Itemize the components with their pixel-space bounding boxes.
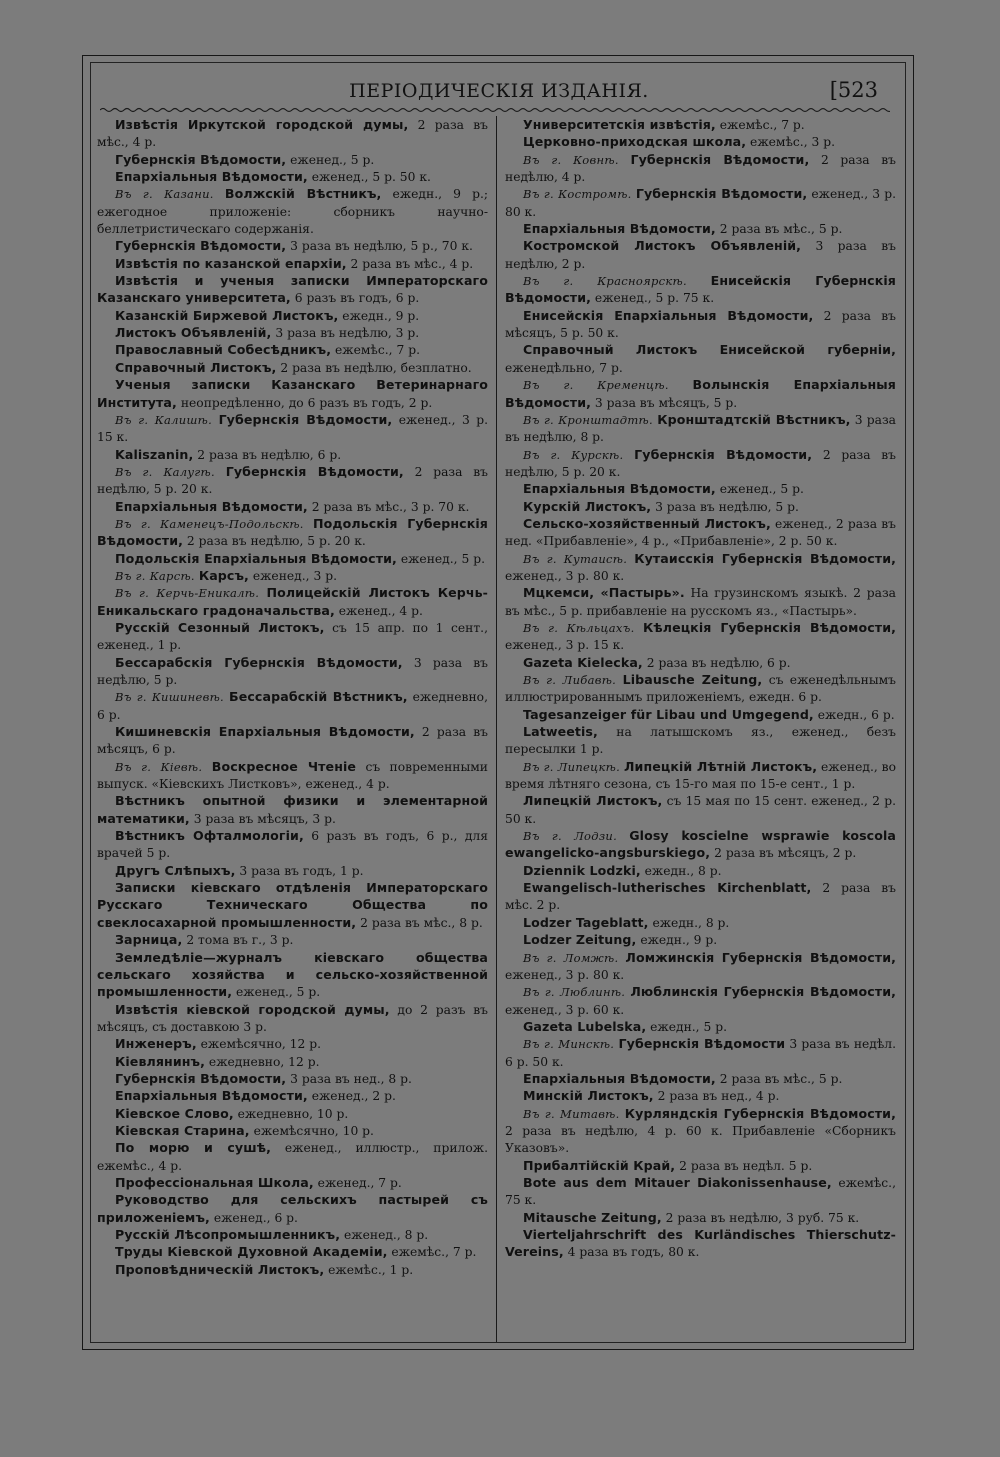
publication-details: 2 раза въ мѣс. 2 р. [505,881,896,913]
publication-title: Кѣлецкія Губернскія Вѣдомости, [643,619,896,635]
publication-details: 2 раза въ мѣсяцъ, 6 р. [97,725,488,757]
publication-title: Минскій Листокъ, [523,1088,654,1104]
publication-title: Gazeta Kielecka, [523,654,643,670]
publication-details: 2 раза въ недѣлю, 5 р. 20 к. [97,464,488,497]
publication-details: еженед., 8 р. [340,1228,429,1242]
publication-details: еженед., 2 р. [307,1089,396,1104]
periodical-entry [505,551,896,586]
periodical-entry [97,1123,488,1140]
periodical-entry [505,447,896,482]
publication-title: Вѣстникъ Офталмологіи, [115,828,304,844]
periodical-entry [97,880,488,932]
publication-details: 2 раза въ недѣлю, 3 руб. 75 к. [661,1210,860,1225]
periodical-entry [505,863,896,880]
publication-details: еженед., 7 р. [313,1175,402,1190]
periodical-entry [97,186,488,238]
city-label: Въ г. Казани. [115,187,225,202]
periodical-entry [505,152,896,187]
city-label: Въ г. Кременцѣ. [523,378,693,393]
periodical-entry [97,932,488,949]
publication-details: еженед., 3 р. [248,568,337,583]
publication-title: Кіевское Слово, [115,1105,234,1121]
publication-details: еженед., 3 р. 80 к. [505,967,625,982]
periodical-entry [505,620,896,655]
publication-details: ежедн., 8 р. [648,915,730,930]
periodical-entry [97,1036,488,1053]
publication-title: Libausche Zeitung, [622,672,763,687]
publication-title: Земледѣліе—журналъ кіевскаго общества сельскаго хозяйства и сельско-хозяйственной промышленности, [97,949,488,1000]
publication-title: Енисейскія Епархіальныя Вѣдомости, [523,307,814,323]
publication-details: 3 раза въ недѣлю, 8 р. [505,412,896,445]
periodical-entry [97,499,488,516]
periodical-entry [97,568,488,585]
publication-title: Курскій Листокъ, [523,498,652,514]
publication-details: 2 раза въ недѣлю, 5 р. 20 к. [183,534,366,549]
periodical-entry [97,620,488,655]
periodical-entry [505,516,896,551]
publication-details: еженед., 5 р. [396,551,485,566]
periodical-entry [505,221,896,238]
publication-details: до 2 разъ въ мѣсяцъ, съ доставкою 3 р. [97,1002,488,1034]
publication-details: 2 раза въ мѣс., 5 р. [715,1071,843,1086]
city-label: Въ г. Митавѣ. [523,1106,625,1121]
publication-details: 3 раза въ мѣсяцъ, 5 р. [591,395,738,410]
publication-details: 3 раза въ недѣлю, 5 р. [97,655,488,687]
publication-details: ежедн., 9 р.; ежегодное приложеніе: сборникъ научно-беллетристическаго содержанія. [97,187,488,237]
publication-details: еженед., 4 р. [334,603,423,618]
publication-details: ежедн., 9 р. [338,308,420,323]
periodical-entry [505,117,896,134]
publication-details: еженед., во время лѣтняго сезона, съ 15-го мая по 15-е сент., 1 р. [505,759,896,792]
publication-title: Зарница, [115,932,183,948]
periodical-entry [505,481,896,498]
publication-title: Tagesanzeiger für Libau und Umgegend, [523,706,814,722]
periodical-entry [97,152,488,169]
publication-details: съ повременными выпуск. «Кіевскихъ Листковъ», еженед., 4 р. [97,759,488,792]
periodical-entry [505,655,896,672]
publication-details: 3 раза въ недѣлю, 3 р. [271,326,420,341]
publication-title: Бессарабскія Губернскія Вѣдомости, [115,654,403,670]
publication-title: Подольскія Епархіальныя Вѣдомости, [115,550,397,566]
publication-details: ежемѣс., 7 р. [715,118,805,132]
publication-title: Dziennik Lodzki, [523,862,641,878]
city-label: Въ г. Калишѣ. [115,412,219,427]
publication-details: 2 раза въ нед., 4 р. [653,1089,780,1104]
publication-title: Люблинскія Губернскія Вѣдомости, [630,984,896,1000]
publication-details: еженед., 6 р. [209,1210,298,1225]
periodical-entry [97,759,488,794]
page-title: ПЕРІОДИЧЕСКІЯ ИЗДАНІЯ. [349,80,649,102]
publication-title: Губернскія Вѣдомости, [635,186,808,202]
city-label: Въ г. Лодзи. [523,829,630,844]
publication-details: еженед., 3 р. 15 к. [505,638,625,653]
publication-title: Кишиневскія Епархіальныя Вѣдомости, [115,724,415,740]
publication-title: Подольскія Губернскія Вѣдомости, [97,515,488,549]
publication-title: Lodzer Tageblatt, [523,914,649,930]
publication-title: Кутаисскія Губернскія Вѣдомости, [634,550,896,566]
periodical-entry [97,585,488,620]
publication-title: Другъ Слѣпыхъ, [115,862,236,878]
page-header [120,78,878,108]
publication-details: съ 15 апр. по 1 сент., еженед., 1 р. [97,620,488,653]
periodical-entry [505,759,896,794]
publication-details: 3 раза въ мѣсяцъ, 3 р. [189,811,336,826]
periodical-entry [97,412,488,447]
publication-title: Липецкій Лѣтній Листокъ, [624,758,818,774]
periodical-entry [97,1244,488,1261]
periodical-entry [97,1192,488,1227]
publication-details: еженед., 5 р. 50 к. [307,170,431,185]
periodical-entry [97,308,488,325]
publication-title: Епархіальныя Вѣдомости, [115,1088,308,1104]
city-label: Въ г. Каменецъ-Подольскѣ. [115,516,313,531]
periodical-entry [97,655,488,690]
publication-title: Губернскія Вѣдомости, [115,238,287,254]
city-label: Въ г. Кронштадтѣ. [523,412,658,427]
periodical-entry [505,793,896,828]
publication-details: еженед., иллюстр., прилож. ежемѣс., 4 р. [97,1141,488,1173]
periodical-entry [97,1175,488,1192]
publication-details: съ 15 мая по 15 сент. еженед., 2 р. 50 к. [505,794,896,826]
publication-title: Проповѣдническій Листокъ, [115,1261,325,1277]
publication-title: Губернскія Вѣдомости, [634,446,813,462]
publication-title: Bote aus dem Mitauer Diakonissenhause, [523,1174,832,1190]
periodical-entry [505,1210,896,1227]
publication-details: 2 раза въ мѣс., 8 р. [356,915,483,930]
periodical-entry [97,117,488,152]
publication-title: Костромской Листокъ Объявленій, [523,238,802,254]
publication-details: на латышскомъ яз., еженед., безъ пересылки 1 р. [505,725,896,757]
periodical-entry [97,1262,488,1279]
publication-details: 2 раза въ мѣс., 4 р. [346,256,474,271]
periodical-entry [97,256,488,273]
publication-title: Казанскій Биржевой Листокъ, [115,307,339,323]
publication-title: Мцкемси, «Пастырь». [523,585,685,601]
periodical-entry [505,1227,896,1262]
periodical-entry [97,1106,488,1123]
publication-title: Gazeta Lubelska, [523,1018,647,1034]
publication-title: Кіевская Старина, [115,1122,250,1138]
periodical-entry [505,707,896,724]
publication-title: Губернскія Вѣдомости, [218,411,393,427]
publication-title: Извѣстія кіевской городской думы, [115,1001,390,1017]
publication-title: Курляндскія Губернскія Вѣдомости, [624,1105,896,1121]
periodical-entry [97,724,488,759]
city-label: Въ г. Липецкѣ. [523,759,624,774]
publication-details: ежемѣс., 3 р. [746,135,836,150]
publication-details: ежемѣс., 75 к. [505,1175,896,1208]
periodical-entry [97,689,488,724]
publication-details: 3 раза въ годъ, 1 р. [235,863,364,878]
publication-title: Lodzer Zeitung, [523,932,637,948]
publication-title: Ученыя записки Казанскаго Ветеринарнаго Института, [97,377,488,410]
left-column [97,117,488,1337]
publication-details: ежедн., 9 р. [636,933,718,948]
publication-title: Бессарабскій Вѣстникъ, [229,689,408,705]
publication-title: Извѣстія по казанской епархіи, [115,255,347,271]
periodical-entry [97,551,488,568]
publication-details: еженед., 5 р. [232,985,321,1000]
city-label: Въ г. Ломжѣ. [523,950,626,965]
periodical-entry [505,672,896,707]
publication-title: Кронштадтскій Вѣстникъ, [657,411,851,427]
periodical-entry [97,447,488,464]
publication-title: Профессіональная Школа, [115,1174,314,1190]
publication-title: По морю и сушѣ, [115,1140,271,1156]
publication-title: Епархіальныя Вѣдомости, [115,169,308,185]
publication-details: еженед., 5 р. 75 к. [591,291,715,306]
city-label: Въ г. Курскѣ. [523,447,635,462]
periodical-entry [97,238,488,255]
city-label: Въ г. Кутаисѣ. [523,551,635,566]
publication-details: ежемѣс., 7 р. [331,343,420,358]
publication-details: 2 раза въ недѣлю, 6 р. [193,447,342,462]
publication-details: ежемѣсячно, 12 р. [196,1037,322,1052]
periodical-entry [505,377,896,412]
header-wavy-rule [100,106,890,114]
publication-details: съ еженедѣльнымъ иллюстрированнымъ приложеніемъ, ежедн. 6 р. [505,673,896,705]
periodical-entry [97,516,488,551]
publication-title: Вѣстникъ опытной физики и элементарной математики, [97,793,488,826]
publication-title: Vierteljahrschrift des Kurländisches Thierschutz-Vereins, [505,1227,896,1260]
publication-title: Епархіальныя Вѣдомости, [523,481,716,497]
publication-title: Епархіальныя Вѣдомости, [115,498,308,514]
publication-title: Церковно-приходская школа, [523,134,747,150]
periodical-entry [505,1088,896,1105]
periodical-entry [505,932,896,949]
city-label: Въ г. Люблинѣ. [523,985,631,1000]
periodical-entry [505,1106,896,1158]
periodical-entry [505,880,896,915]
periodical-entry [97,464,488,499]
publication-details: ежедневно, 6 р. [97,690,488,722]
publication-details: неопредѣленно, до 6 разъ въ годъ, 2 р. [176,395,433,410]
publication-title: Справочный Листокъ, [115,359,277,375]
publication-title: Kaliszanin, [115,446,194,462]
publication-title: Полицейскій Листокъ Керчь-Еникальскаго градоначальства, [97,585,488,618]
publication-details: 2 раза въ мѣс., 4 р. [97,118,488,150]
periodical-entry [505,273,896,308]
publication-details: еженед., 3 р. 80 к. [505,568,625,583]
periodical-entry [97,273,488,308]
periodical-entry [505,1071,896,1088]
publication-details: 2 раза въ мѣс., 5 р. [715,222,843,237]
publication-title: Извѣстія Иркутской городской думы, [115,117,409,132]
publication-details: еженед., 3 р. 15 к. [97,412,488,445]
periodical-entry [505,1019,896,1036]
city-label: Въ г. Ковнѣ. [523,152,631,167]
periodical-entry [505,1036,896,1071]
periodical-entry [97,1071,488,1088]
publication-title: Губернскія Вѣдомости, [225,463,404,479]
periodical-entry [505,828,896,863]
periodical-entry [505,915,896,932]
periodical-entry [97,863,488,880]
publication-title: Православный Собесѣдникъ, [115,342,332,358]
publication-details: ежемѣсячно, 10 р. [249,1123,374,1138]
publication-title: Труды Кіевской Духовной Академіи, [115,1244,388,1260]
publication-title: Сельско-хозяйственный Листокъ, [523,515,771,531]
publication-details: еженедѣльно, 7 р. [505,360,623,375]
periodical-entry [505,984,896,1019]
city-label: Въ г. Калугѣ. [115,464,226,479]
publication-details: 2 раза въ недѣлю, 6 р. [642,655,791,670]
publication-title: Справочный Листокъ Енисейской губерніи, [523,342,896,358]
publication-details: 3 раза въ недѣлю, 5 р. [651,499,799,514]
publication-details: 3 раза въ недѣл. 6 р. 50 к. [505,1037,896,1069]
publication-title: Извѣстія и ученыя записки Императорскаго Казанскаго университета, [97,273,488,306]
periodical-entry [505,1175,896,1210]
city-label: Въ г. Красноярскѣ. [523,274,711,289]
publication-title: Русскій Сезонный Листокъ, [115,619,325,635]
periodical-entry [97,828,488,863]
periodical-entry [505,134,896,151]
city-label: Въ г. Кіевѣ. [115,759,212,774]
publication-details: 2 раза въ недѣл. 5 р. [675,1158,813,1173]
publication-details: 3 раза въ недѣлю, 5 р., 70 к. [286,239,473,254]
publication-title: Губернскія Вѣдомости, [115,1070,287,1086]
periodical-entry [505,1158,896,1175]
publication-title: Кіевлянинъ, [115,1053,206,1069]
periodical-entry [97,793,488,828]
periodical-entry [97,1140,488,1175]
publication-details: ежедн., 8 р. [640,863,722,878]
publication-details: 2 раза въ мѣсяцъ, 5 р. 50 к. [505,308,896,341]
periodical-entry [505,186,896,221]
publication-title: Воскресное Чтеніе [211,758,357,774]
city-label: Въ г. Костромѣ. [523,187,636,202]
city-label: Въ г. Кѣльцахъ. [523,620,644,635]
city-label: Въ г. Карсѣ. [115,568,199,583]
publication-title: Ewangelisch-lutherisches Kirchenblatt, [523,880,812,896]
publication-title: Инженеръ, [115,1036,197,1052]
publication-title: Glosy koscielne wsprawie koscola ewangelicko-angsburskiego, [505,828,896,861]
periodical-entry [97,169,488,186]
publication-details: 2 раза въ недѣлю, 5 р. 20 к. [505,447,896,479]
publication-details: еженед., 5 р. [286,152,375,167]
city-label: Въ г. Керчь-Еникалѣ. [115,586,267,601]
publication-details: еженед., 3 р. 60 к. [505,1002,625,1017]
publication-details: еженед., 5 р. [715,482,804,497]
city-label: Въ г. Минскѣ. [523,1037,619,1052]
page-number: [523 [829,78,878,102]
periodical-entry [97,377,488,412]
publication-title: Волынскія Епархіальныя Вѣдомости, [505,377,896,410]
publication-title: Карсъ, [198,567,249,583]
publication-title: Волжскій Вѣстникъ, [224,186,382,202]
publication-details: 2 раза въ мѣс., 3 р. 70 к. [307,499,470,514]
publication-details: 2 тома въ г., 3 р. [182,933,294,948]
periodical-entry [505,950,896,985]
periodical-entry [97,325,488,342]
publication-title: Mitausche Zeitung, [523,1209,662,1225]
publication-title: Ломжинскія Губернскія Вѣдомости, [625,949,896,965]
publication-title: Губернскія Вѣдомости, [115,151,287,167]
publication-details: ежедневно, 12 р. [205,1054,320,1069]
publication-details: 2 раза въ недѣлю, 4 р. 60 к. Прибавленіе «Сборникъ Указовъ». [505,1123,896,1156]
right-column [505,117,896,1337]
periodical-entry [505,412,896,447]
publication-details: ежедн., 6 р. [813,707,895,722]
publication-title: Руководство для сельскихъ пастырей съ приложеніемъ, [97,1192,488,1225]
periodical-entry [505,342,896,377]
publication-details: ежемѣс., 1 р. [324,1262,414,1277]
publication-details: 6 разъ въ годъ, 6 р. [290,291,420,306]
publication-title: Русскій Лѣсопромышленникъ, [115,1227,341,1242]
periodical-entry [97,950,488,1002]
publication-details: ежедн., 5 р. [646,1019,728,1034]
publication-details: 2 раза въ недѣлю, безплатно. [276,360,472,375]
publication-title: Прибалтійскій Край, [523,1157,676,1173]
publication-details: ежемѣс., 7 р. [387,1245,477,1260]
publication-title: Университетскія извѣстія, [523,117,716,132]
periodical-entry [505,724,896,759]
publication-details: 4 раза въ годъ, 80 к. [563,1245,700,1260]
periodical-entry [97,1054,488,1071]
periodical-entry [505,585,896,620]
publication-title: Записки кіевскаго отдѣленія Императорскаго Русскаго Техническаго Общества по свеклосахарной промышленности, [97,880,488,930]
periodical-entry [97,360,488,377]
publication-title: Епархіальныя Вѣдомости, [523,221,716,237]
publication-title: Листокъ Объявленій, [115,325,272,341]
periodical-entry [97,1227,488,1244]
publication-title: Епархіальныя Вѣдомости, [523,1070,716,1086]
publication-details: 3 раза въ недѣлю, 2 р. [505,239,896,271]
publication-details: 6 разъ въ годъ, 6 р., для врачей 5 р. [97,829,488,861]
publication-details: 3 раза въ нед., 8 р. [286,1071,412,1086]
periodical-entry [505,499,896,516]
periodical-entry [97,1088,488,1105]
periodical-entry [505,238,896,273]
publication-details: еженед., 2 раза въ нед. «Прибавленіе», 4 р., «Прибавленіе», 2 р. 50 к. [505,516,896,549]
publication-title: Енисейскія Губернскія Вѣдомости, [505,273,896,306]
city-label: Въ г. Кишиневѣ. [115,690,230,705]
publication-details: На грузинскомъ языкѣ. 2 раза въ мѣс., 5 р. прибавленіе на русскомъ яз., «Пастырь». [505,586,896,618]
publication-details: 2 раза въ недѣлю, 4 р. [505,152,896,185]
periodical-entry [97,342,488,359]
periodical-entry [505,308,896,343]
periodical-entry [97,1002,488,1037]
publication-details: ежедневно, 10 р. [233,1106,349,1121]
publication-title: Липецкій Листокъ, [523,793,663,809]
column-divider [496,116,497,1342]
publication-title: Latweetis, [523,724,598,740]
publication-title: Губернскія Вѣдомости, [630,151,810,167]
publication-details: 2 раза въ мѣсяцъ, 2 р. [710,846,857,861]
publication-title: Губернскія Вѣдомости [618,1036,786,1052]
city-label: Въ г. Либавѣ. [523,673,623,687]
publication-details: еженед., 3 р. 80 к. [505,187,896,219]
